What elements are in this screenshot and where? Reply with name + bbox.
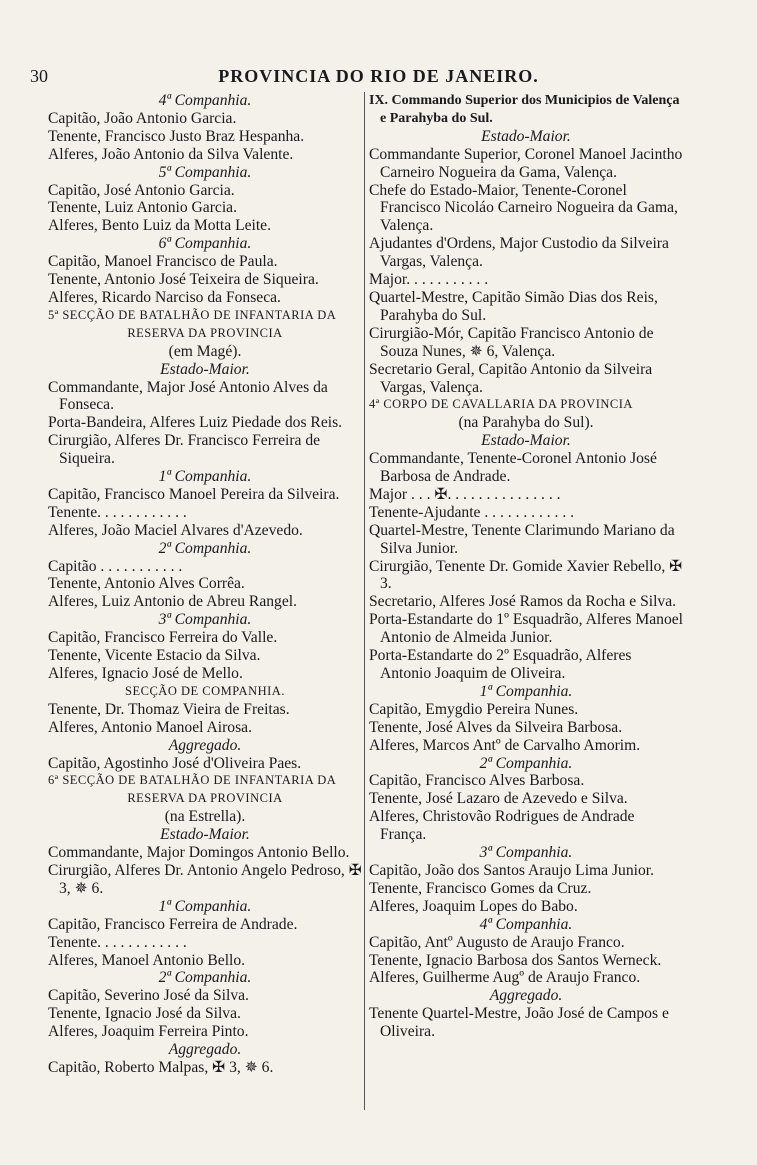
- text-line: Alferes, Marcos Antº de Carvalho Amorim.: [369, 736, 641, 754]
- subheading: 2ª Companhia.: [158, 969, 252, 987]
- text-line: Alferes, Manoel Antonio Bello.: [48, 951, 246, 969]
- subheading: Estado-Maior.: [160, 826, 250, 844]
- roster-entry: Cirurgião-Mór, Capitão Francisco Antonio de Souza Nunes, ✵ 6, Valença.: [369, 324, 654, 360]
- subheading: 3ª Companhia.: [158, 611, 252, 629]
- text-line: Tenente, Vicente Estacio da Silva.: [48, 647, 261, 665]
- roster-entry: Quartel-Mestre, Tenente Clarimundo Mariano da Silva Junior.: [369, 521, 675, 557]
- roster-entry: Cirurgião, Tenente Dr. Gomide Xavier Rebello, ✠ 3.: [369, 557, 683, 593]
- column-divider: [364, 92, 365, 1110]
- text-line: Alferes, João Maciel Alvares d'Azevedo.: [48, 521, 303, 539]
- text-line: (na Parahyba do Sul).: [458, 414, 594, 432]
- roster-entry: Chefe do Estado-Maior, Tenente-Coronel Francisco Nicoláo Carneiro Nogueira da Gama, Valença.: [369, 181, 678, 235]
- text-line: (na Estrella).: [164, 808, 246, 826]
- roster-entry: Capitão, Francisco Manoel Pereira da Silveira.: [48, 485, 340, 503]
- roster-entry: Porta-Bandeira, Alferes Luiz Piedade dos Reis.: [48, 414, 343, 432]
- subheading: 4ª Companhia.: [158, 92, 252, 109]
- roster-entry: Commandante Superior, Coronel Manoel Jacintho Carneiro Nogueira da Gama, Valença.: [369, 145, 683, 181]
- subheading: 4ª Companhia.: [479, 915, 573, 933]
- roster-entry: Cirurgião, Alferes Dr. Francisco Ferreira de Siqueira.: [48, 432, 321, 468]
- text-line: Tenente, Antonio José Teixeira de Siqueira.: [48, 271, 319, 289]
- text-line: Alferes, Bento Luiz da Motta Leite.: [48, 217, 272, 235]
- text-line: Tenente, Francisco Justo Braz Hespanha.: [48, 127, 305, 145]
- roster-entry: Tenente, Ignacio Barbosa dos Santos Werneck.: [369, 951, 662, 969]
- page-header: PROVINCIA DO RIO DE JANEIRO.: [218, 66, 539, 86]
- section-heading: 4ª CORPO DE CAVALLARIA DA PROVINCIA: [369, 397, 633, 412]
- section-heading: SECÇÃO DE COMPANHIA.: [125, 683, 285, 698]
- text-line: Tenente, José Lazaro de Azevedo e Silva.: [369, 790, 628, 808]
- subheading: Estado-Maior.: [481, 127, 571, 145]
- roster-entry: Secretario, Alferes José Ramos da Rocha e Silva.: [369, 593, 677, 611]
- text-line: Capitão, Manoel Francisco de Paula.: [48, 253, 278, 271]
- text-line: Tenente. . . . . . . . . . . .: [48, 503, 187, 521]
- text-line: (em Magé).: [168, 342, 242, 360]
- text-line: Tenente, José Alves da Silveira Barbosa.: [369, 718, 623, 736]
- text-line: Capitão, Roberto Malpas, ✠ 3, ✵ 6.: [48, 1058, 274, 1076]
- text-line: Tenente, Luiz Antonio Garcia.: [48, 199, 237, 217]
- text-line: Capitão, Severino José da Silva.: [48, 987, 249, 1005]
- subheading: Aggregado.: [168, 736, 242, 754]
- roster-entry: Quartel-Mestre, Capitão Simão Dias dos Reis, Parahyba do Sul.: [369, 288, 658, 324]
- text-line: Alferes, Antonio Manoel Airosa.: [48, 718, 252, 736]
- roster-entry: Commandante, Major José Antonio Alves da Fonseca.: [48, 378, 328, 414]
- roster-entry: Cirurgião, Alferes Dr. Antonio Angelo Pedroso, ✠ 3, ✵ 6.: [48, 861, 362, 897]
- text-line: Capitão . . . . . . . . . . .: [48, 557, 183, 575]
- text-line: Major. . . . . . . . . . .: [369, 271, 489, 289]
- text-line: Tenente-Ajudante . . . . . . . . . . . .: [369, 503, 575, 521]
- subheading: Estado-Maior.: [160, 360, 250, 378]
- roster-entry: Ajudantes d'Ordens, Major Custodio da Silveira Vargas, Valença.: [369, 235, 669, 271]
- page-number: 30: [30, 66, 48, 86]
- text-line: Capitão, Emygdio Pereira Nunes.: [369, 700, 579, 718]
- subheading: Estado-Maior.: [481, 432, 571, 450]
- text-line: Major . . . ✠. . . . . . . . . . . . . . .: [369, 485, 561, 503]
- roster-entry: Commandante, Tenente-Coronel Antonio José Barbosa de Andrade.: [369, 450, 657, 486]
- section-heading: 5ª SECÇÃO DE BATALHÃO DE INFANTARIA DA: [48, 307, 337, 322]
- section-heading: RESERVA DA PROVINCIA: [127, 325, 283, 340]
- section-heading: 6ª SECÇÃO DE BATALHÃO DE INFANTARIA DA: [48, 773, 337, 788]
- text-line: Tenente, Dr. Thomaz Vieira de Freitas.: [48, 700, 290, 718]
- subheading: 1ª Companhia.: [158, 897, 252, 915]
- subheading: 1ª Companhia.: [158, 468, 252, 486]
- roster-entry: Tenente Quartel-Mestre, João José de Campos e Oliveira.: [369, 1005, 669, 1041]
- subheading: 3ª Companhia.: [479, 844, 573, 862]
- text-line: Capitão, Agostinho José d'Oliveira Paes.: [48, 754, 302, 772]
- roster-entry: Porta-Estandarte do 1º Esquadrão, Alferes Manoel Antonio de Almeida Junior.: [369, 611, 684, 647]
- text-line: Alferes, Guilherme Augº de Araujo Franco.: [369, 969, 641, 987]
- text-line: Alferes, Luiz Antonio de Abreu Rangel.: [48, 593, 298, 611]
- roster-entry: Secretario Geral, Capitão Antonio da Silveira Vargas, Valença.: [369, 360, 653, 396]
- subheading: 2ª Companhia.: [479, 754, 573, 772]
- roster-entry: Commandante, Major Domingos Antonio Bello.: [48, 844, 350, 862]
- subheading: 5ª Companhia.: [158, 163, 252, 181]
- left-column: [48, 92, 362, 1077]
- subheading: Aggregado.: [168, 1041, 242, 1059]
- right-column: [369, 92, 683, 1041]
- roster-entry: Capitão, João dos Santos Araujo Lima Junior.: [369, 861, 654, 879]
- text-line: Alferes, Joaquim Ferreira Pinto.: [48, 1023, 249, 1041]
- subheading: 6ª Companhia.: [158, 235, 252, 253]
- text-line: Capitão, João Antonio Garcia.: [48, 109, 237, 127]
- text-line: Alferes, Ricardo Narciso da Fonseca.: [48, 288, 281, 306]
- text-line: Capitão, Francisco Ferreira do Valle.: [48, 629, 278, 647]
- roster-entry: Alferes, Christovão Rodrigues de Andrade França.: [369, 808, 635, 844]
- roster-entry: Porta-Estandarte do 2º Esquadrão, Alferes Antonio Joaquim de Oliveira.: [369, 647, 632, 682]
- text-line: Tenente, Antonio Alves Corrêa.: [48, 575, 245, 593]
- text-line: Alferes, Ignacio José de Mello.: [48, 665, 243, 682]
- text-line: Capitão, Francisco Alves Barbosa.: [369, 772, 585, 790]
- subheading: 1ª Companhia.: [479, 682, 573, 700]
- text-line: Alferes, João Antonio da Silva Valente.: [48, 145, 294, 163]
- text-line: Tenente. . . . . . . . . . . .: [48, 933, 187, 951]
- text-line: Capitão, Antº Augusto de Araujo Franco.: [369, 933, 625, 951]
- section-heading: IX. Commando Superior dos Municipios de Valença e Parahyba do Sul.: [369, 93, 680, 126]
- section-heading: RESERVA DA PROVINCIA: [127, 791, 283, 806]
- text-line: Tenente, Francisco Gomes da Cruz.: [369, 879, 592, 897]
- subheading: 2ª Companhia.: [158, 539, 252, 557]
- text-line: Alferes, Joaquim Lopes do Babo.: [369, 897, 578, 915]
- text-line: Tenente, Ignacio José da Silva.: [48, 1005, 241, 1023]
- subheading: Aggregado.: [489, 987, 563, 1005]
- text-line: Capitão, Francisco Ferreira de Andrade.: [48, 915, 298, 933]
- text-line: Capitão, José Antonio Garcia.: [48, 181, 235, 199]
